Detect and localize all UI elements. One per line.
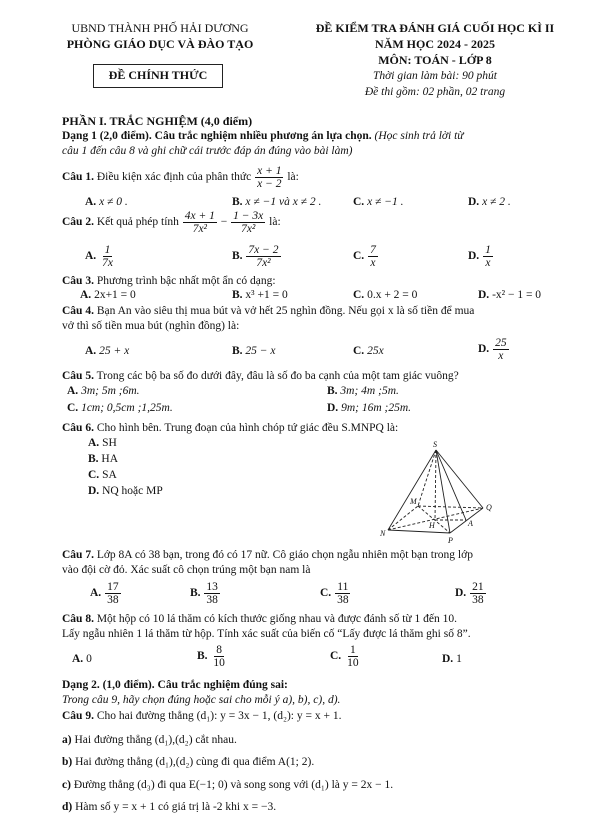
opt-text: NQ hoặc MP (102, 485, 163, 497)
q2-d-frac (483, 244, 493, 269)
q3-option-d (478, 289, 541, 303)
type2-title: Dạng 2. (1,0 điểm). Câu trắc nghiệm đúng sai: (62, 679, 288, 691)
opt-letter: A. (85, 345, 97, 357)
opt-text: 1 (456, 653, 462, 665)
q8-b-frac (211, 644, 227, 669)
frac-d: x (485, 257, 491, 270)
q2-option-a (85, 244, 116, 269)
q2-b-frac (246, 244, 280, 269)
opt-letter: D. (455, 587, 467, 600)
q9-item-a (62, 734, 237, 748)
opt-letter: C. (353, 345, 365, 357)
q1-num: x + 1 (257, 165, 282, 177)
q4-stem-2: vở thì số tiền mua bút (nghìn đồng) là: (62, 320, 240, 332)
opt-letter: D. (442, 653, 454, 665)
label-a: A (468, 519, 473, 528)
q7-label: Câu 7. (62, 549, 94, 561)
q8-stem-2: Lấy ngẫu nhiên 1 lá thăm từ hộp. Tính xác suất của biến cố “Lấy được lá thăm ghi số 8”. (62, 628, 471, 640)
q1-option-d (468, 196, 511, 210)
q2-tail: là: (269, 216, 281, 229)
q7-option-b (190, 581, 221, 606)
opt-letter: B. (232, 345, 243, 357)
edge-mq (418, 506, 483, 508)
opt-text: x ≠ 0 . (99, 196, 128, 208)
edge-sn (388, 450, 436, 530)
opt-letter: D. (478, 343, 490, 356)
q2-text: Kết quả phép tính (96, 216, 179, 229)
q7-text: Lớp 8A có 38 bạn, trong đó có 17 nữ. Cô giáo chọn ngẫu nhiên một bạn trong lớp (96, 549, 473, 561)
opt-text: 25x (367, 345, 384, 357)
type2-note: Trong câu 9, hãy chọn đúng hoặc sai cho mỗi ý a), b), c), d). (62, 694, 341, 706)
opt-text: HA (101, 453, 119, 465)
opt-text: x ≠ −1 và x ≠ 2 . (245, 196, 322, 208)
q2-d1: 7x² (192, 223, 207, 236)
q1-text: Điều kiện xác định của phân thức (96, 171, 252, 184)
q5-text: Trong các bộ ba số đo dưới đây, đâu là số đo ba cạnh của một tam giác vuông? (96, 370, 459, 382)
opt-letter: B. (232, 196, 243, 208)
q2-stem (62, 210, 281, 235)
q8-option-c (330, 644, 362, 669)
opt-letter: D. (478, 289, 490, 301)
opt-letter: C. (353, 250, 365, 263)
opt-letter: A. (85, 250, 97, 263)
opt-letter: D. (468, 196, 480, 208)
opt-letter: D. (327, 402, 339, 414)
q8-stem (62, 613, 457, 627)
q4-option-d (478, 337, 510, 362)
q8-label: Câu 8. (62, 613, 94, 625)
q7-stem-2: vào đội cờ đỏ. Xác suất cô chọn trúng một bạn nam là (62, 564, 311, 576)
opt-letter: D. (468, 250, 480, 263)
item-letter: c) (62, 779, 71, 791)
q6-option-d (88, 485, 163, 499)
q1-den: x − 2 (257, 178, 282, 191)
frac-n: 1 (485, 244, 491, 256)
q6-option-c (88, 469, 117, 483)
opt-text: SH (102, 437, 117, 449)
q8-option-b (197, 644, 228, 669)
q9-item-d (62, 801, 276, 815)
opt-letter: B. (190, 587, 201, 600)
opt-letter: A. (67, 385, 79, 397)
item-letter: d) (62, 801, 73, 813)
item-letter: a) (62, 734, 72, 746)
opt-text: x³ +1 = 0 (245, 289, 288, 301)
q4-option-a (85, 345, 129, 359)
frac-n: 1 (349, 644, 356, 656)
frac-d: 38 (206, 594, 218, 607)
q4-label: Câu 4. (62, 305, 94, 317)
edge-sq (436, 450, 483, 508)
label-p: P (448, 536, 453, 545)
q3-label: Câu 3. (62, 275, 94, 287)
type1-heading: Dạng 1 (2,0 điểm). Câu trắc nghiệm nhiều phương án lựa chọn. (62, 130, 372, 142)
q8-option-a (72, 653, 92, 667)
label-m: M (410, 497, 417, 506)
height-sh (435, 450, 436, 520)
q6-text: Cho hình bên. Trung đoạn của hình chóp tứ giác đều S.MNPQ là: (96, 422, 399, 434)
opt-letter: A. (72, 653, 84, 665)
frac-n: 7 (370, 244, 376, 256)
frac-d: 7x² (256, 257, 271, 270)
label-n: N (380, 529, 386, 538)
edge-sm (418, 450, 436, 506)
q5-option-b (327, 385, 399, 399)
edge-np (388, 530, 450, 533)
q3-option-a (80, 289, 136, 303)
item-letter: b) (62, 756, 73, 768)
dept-name: UBND THÀNH PHỐ HẢI DƯƠNG (71, 21, 249, 35)
frac-n: 7x − 2 (248, 244, 279, 256)
q8-option-d (442, 653, 462, 667)
opt-letter: B. (232, 250, 243, 263)
pyramid-figure (378, 440, 508, 546)
opt-letter: A. (90, 587, 102, 600)
q1-tail: là: (287, 171, 299, 184)
opt-text: -x² − 1 = 0 (492, 289, 542, 301)
q9-label: Câu 9. (62, 710, 94, 722)
q4-option-b (232, 345, 276, 359)
q2-a-frac (100, 244, 115, 269)
q2-option-d (468, 244, 494, 269)
q3-text: Phương trình bậc nhất một ẩn có dạng: (96, 275, 276, 287)
page-count: Đề thi gồm: 02 phần, 02 trang (364, 86, 506, 98)
q7-stem (62, 549, 473, 563)
q9-text: Cho hai đường thẳng (d₁): y = 3x − 1, (d₂): y = x + 1. (96, 710, 342, 722)
item-text: Hàm số y = x + 1 có giá trị là -2 khi x = −3. (75, 801, 277, 813)
opt-letter: D. (88, 485, 100, 497)
office-name: PHÒNG GIÁO DỤC VÀ ĐÀO TẠO (66, 37, 254, 51)
subject: MÔN: TOÁN - LỚP 8 (378, 53, 492, 67)
frac-d: 10 (347, 657, 359, 670)
label-s: S (433, 440, 437, 449)
q7-c-frac (335, 581, 351, 606)
frac-n: 11 (337, 581, 349, 593)
q7-b-frac (204, 581, 220, 606)
q2-option-c (353, 244, 379, 269)
type1-line (62, 130, 464, 144)
q2-minus: − (220, 216, 228, 229)
opt-text: 25 + x (99, 345, 130, 357)
opt-text: 1cm; 0,5cm ;1,25m. (81, 402, 173, 414)
q2-c-frac (368, 244, 378, 269)
frac-n: 13 (206, 581, 218, 593)
frac-d: x (370, 257, 376, 270)
opt-text: 2x+1 = 0 (94, 289, 136, 301)
q2-label: Câu 2. (62, 216, 94, 229)
edge-sp (436, 450, 450, 533)
frac-n: 17 (107, 581, 119, 593)
item-text: Hai đường thẳng (d₁),(d₂) cắt nhau. (74, 734, 237, 746)
frac-n: 1 (104, 244, 111, 256)
frac-d: x (498, 350, 504, 363)
q2-n2: 1 − 3x (233, 210, 264, 222)
q9-item-c (62, 779, 393, 793)
q6-label: Câu 6. (62, 422, 94, 434)
item-text: Đường thẳng (d₃) đi qua E(−1; 0) và song song với (d₁) là y = 2x − 1. (73, 779, 394, 791)
q7-option-a (90, 581, 122, 606)
apothem-sa (436, 450, 466, 520)
frac-d: 38 (337, 594, 349, 607)
q4-d-frac (493, 337, 509, 362)
q7-option-d (455, 581, 487, 606)
q5-stem (62, 370, 459, 384)
frac-n: 25 (495, 337, 507, 349)
part1-title: PHẦN I. TRẮC NGHIỆM (4,0 điểm) (62, 114, 253, 128)
opt-letter: C. (330, 650, 342, 663)
frac-d: 38 (107, 594, 119, 607)
label-h: H (429, 521, 435, 530)
opt-text: SA (102, 469, 117, 481)
q5-label: Câu 5. (62, 370, 94, 382)
frac-d: 10 (213, 657, 225, 670)
opt-text: 0 (86, 653, 92, 665)
frac-d: 38 (472, 594, 484, 607)
q1-fraction (255, 165, 283, 190)
q2-frac1 (183, 210, 217, 235)
q4-text: Bạn An vào siêu thị mua bút và vở hết 25 nghìn đồng. Nếu gọi x là số tiền để mua (96, 305, 475, 317)
q7-d-frac (470, 581, 486, 606)
opt-letter: B. (327, 385, 338, 397)
item-text: Hai đường thẳng (d₁),(d₂) cùng đi qua điểm A(1; 2). (75, 756, 315, 768)
q6-option-b (88, 453, 118, 467)
q1-stem (62, 165, 299, 190)
q4-option-c (353, 345, 384, 359)
q2-d2: 7x² (241, 223, 256, 236)
q1-option-b (232, 196, 321, 210)
school-year: NĂM HỌC 2024 - 2025 (375, 37, 495, 51)
opt-letter: A. (88, 437, 100, 449)
q8-text: Một hộp có 10 lá thăm có kích thước giống nhau và được đánh số từ 1 đến 10. (96, 613, 457, 625)
q7-a-frac (105, 581, 121, 606)
opt-text: x ≠ 2 . (482, 196, 511, 208)
q2-option-b (232, 244, 282, 269)
q6-stem (62, 422, 398, 436)
opt-letter: A. (85, 196, 97, 208)
q9-item-b (62, 756, 314, 770)
frac-d: 7x (102, 257, 113, 270)
opt-text: 25 − x (245, 345, 276, 357)
q1-option-a (85, 196, 128, 210)
time-limit: Thời gian làm bài: 90 phút (372, 70, 498, 82)
q3-option-b (232, 289, 288, 303)
opt-letter: C. (353, 289, 365, 301)
opt-text: x ≠ −1 . (367, 196, 404, 208)
q3-stem (62, 275, 276, 289)
q1-label: Câu 1. (62, 171, 94, 184)
q2-frac2 (231, 210, 265, 235)
q5-option-a (67, 385, 140, 399)
opt-text: 3m; 5m ;6m. (81, 385, 140, 397)
opt-letter: C. (67, 402, 79, 414)
q3-option-c (353, 289, 417, 303)
type1-note-b: câu 1 đến câu 8 và ghi chữ cái trước đáp án đúng vào bài làm) (62, 145, 353, 157)
q8-c-frac (345, 644, 361, 669)
opt-text: 0.x + 2 = 0 (367, 289, 418, 301)
q7-option-c (320, 581, 352, 606)
opt-letter: B. (232, 289, 243, 301)
opt-letter: C. (88, 469, 100, 481)
frac-n: 8 (216, 644, 223, 656)
opt-letter: B. (88, 453, 99, 465)
label-q: Q (486, 503, 492, 512)
q5-option-c (67, 402, 173, 416)
opt-text: 9m; 16m ;25m. (341, 402, 412, 414)
opt-letter: C. (320, 587, 332, 600)
frac-n: 21 (472, 581, 484, 593)
opt-letter: A. (80, 289, 92, 301)
official-label: ĐỀ CHÍNH THỨC (108, 68, 208, 82)
opt-letter: C. (353, 196, 365, 208)
opt-text: 3m; 4m ;5m. (340, 385, 399, 397)
q2-n1: 4x + 1 (184, 210, 215, 222)
type1-note-a: (Học sinh trả lời từ (374, 130, 464, 142)
exam-title: ĐỀ KIỂM TRA ĐÁNH GIÁ CUỐI HỌC KÌ II (315, 21, 555, 35)
q4-stem (62, 305, 474, 319)
q5-option-d (327, 402, 411, 416)
q9-stem (62, 710, 341, 724)
q6-option-a (88, 437, 117, 451)
opt-letter: B. (197, 650, 208, 663)
q1-option-c (353, 196, 404, 210)
